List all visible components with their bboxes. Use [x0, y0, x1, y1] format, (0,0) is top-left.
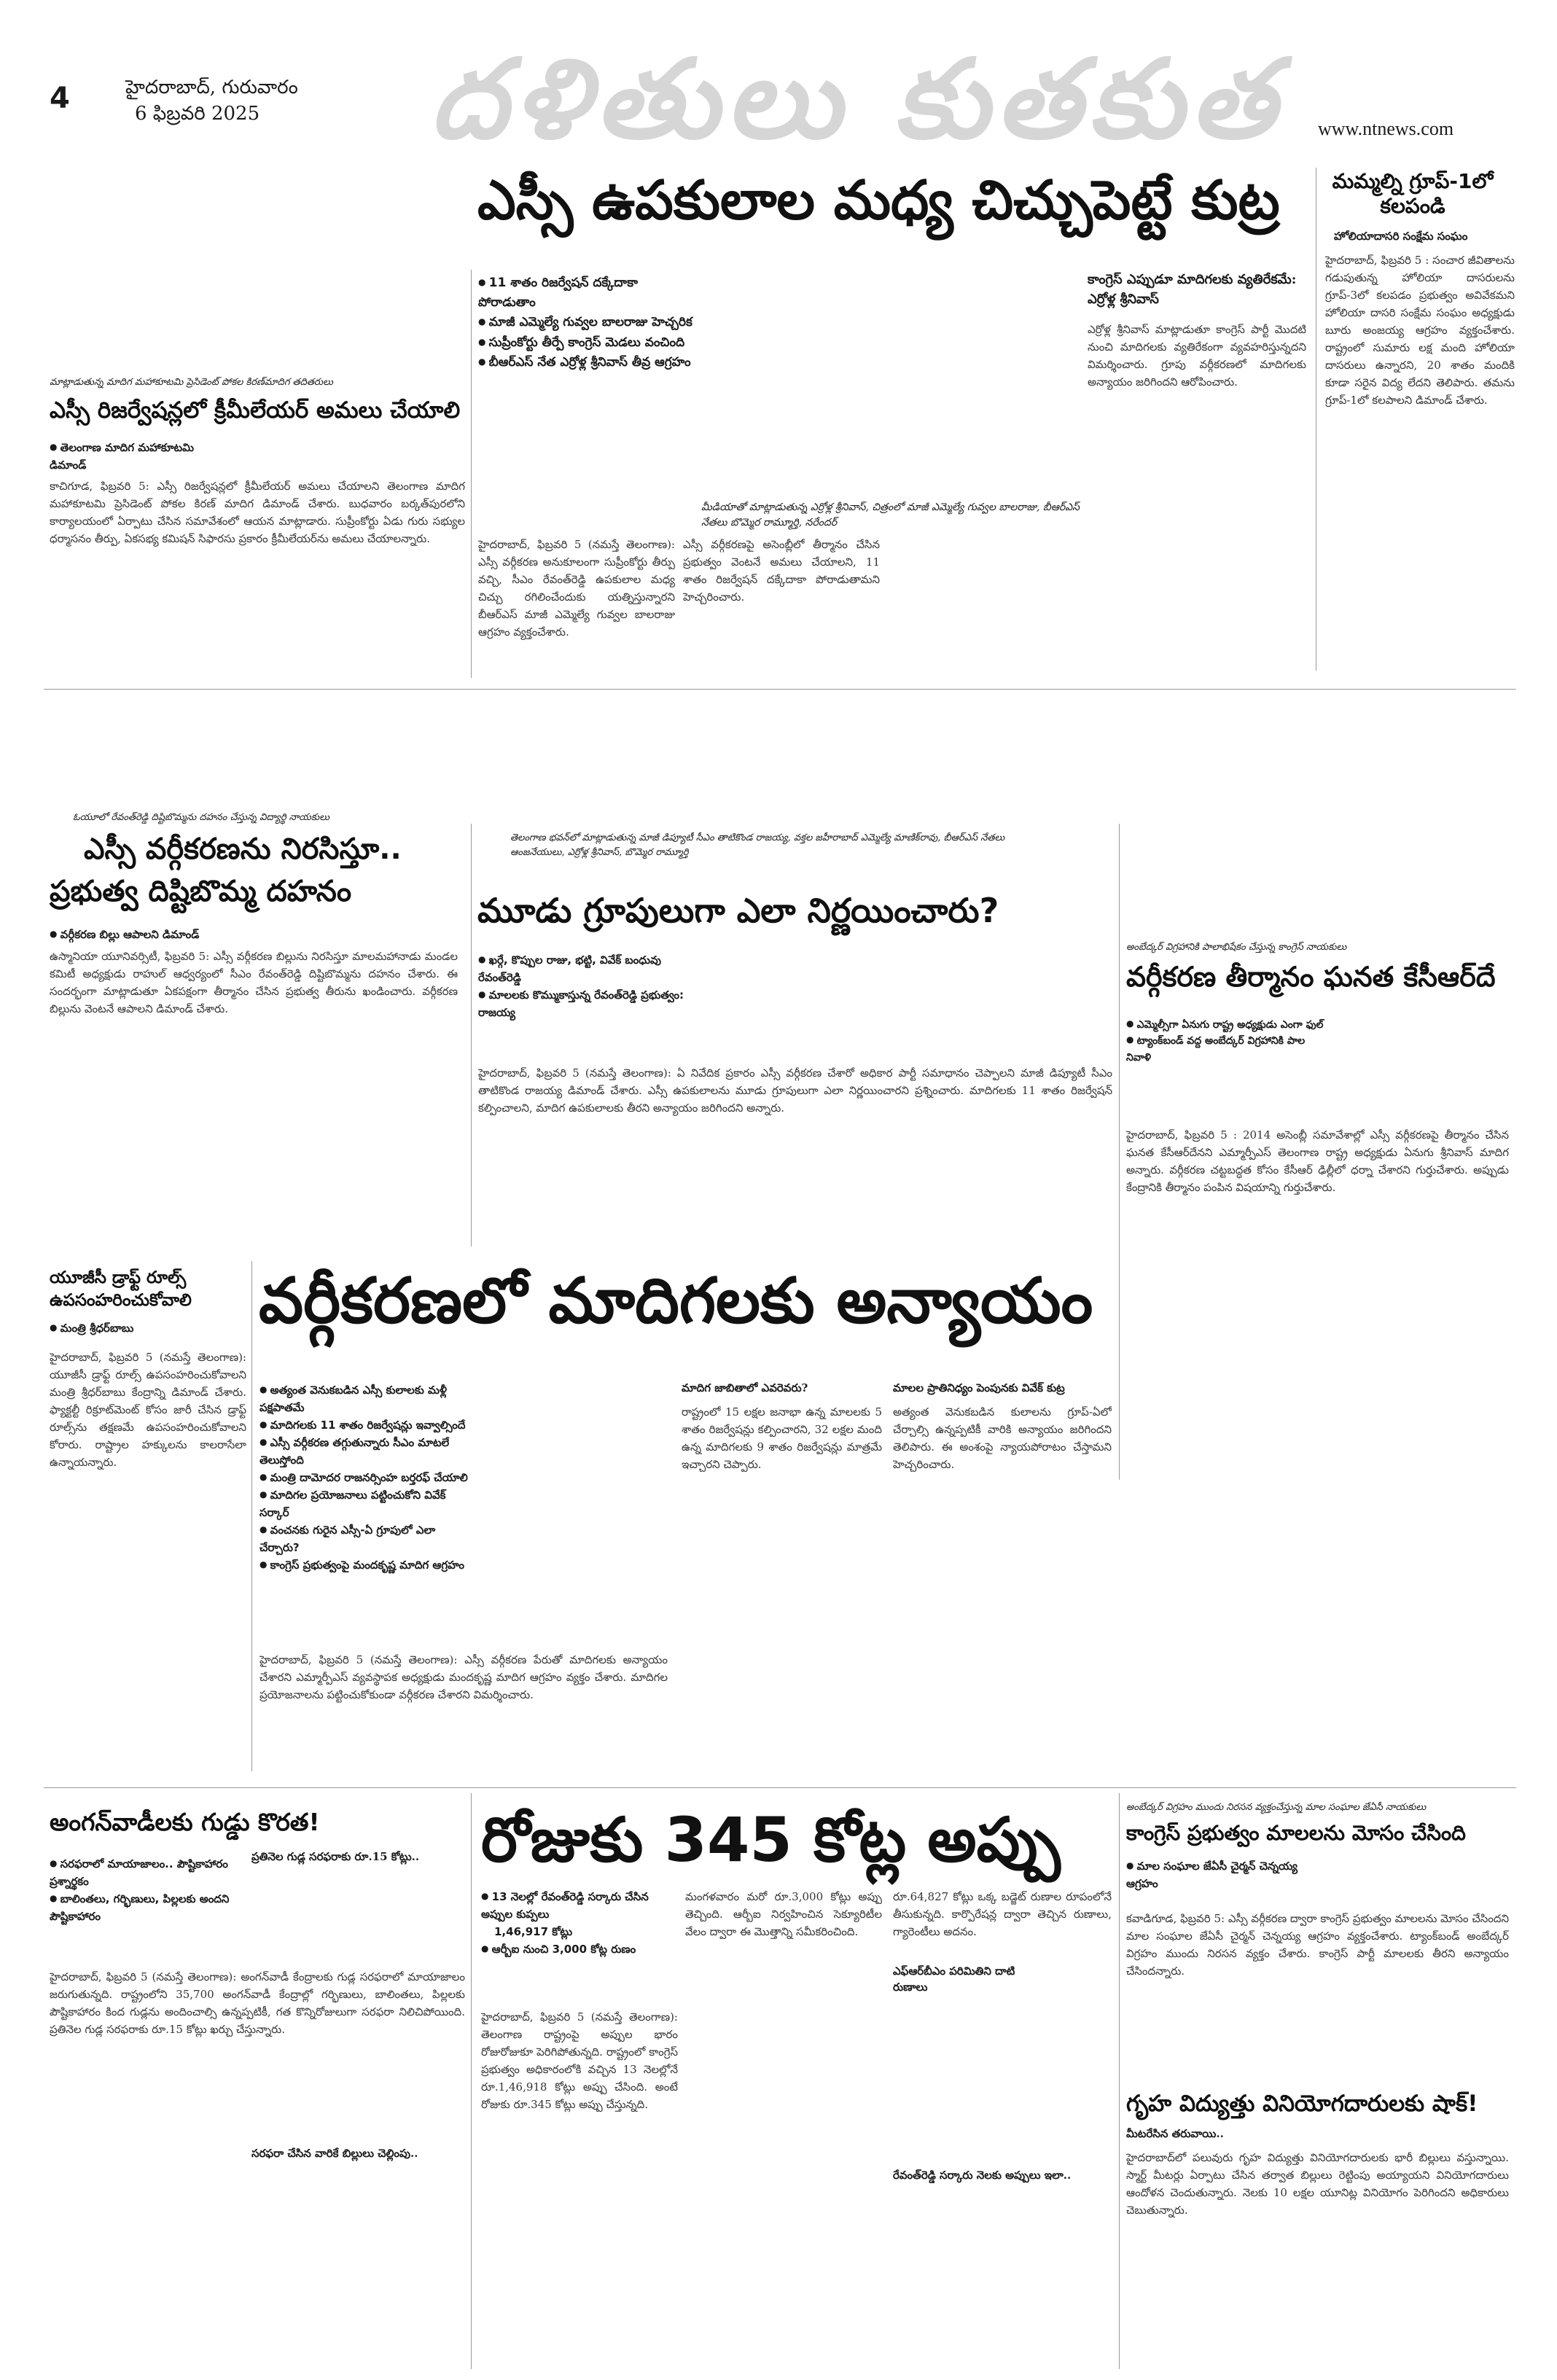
creamy-bullets	[50, 439, 210, 474]
mala-body: కవాడిగూడ, ఫిబ్రవరి 5: ఎస్సీ వర్గీకరణ ద్వారా కాంగ్రెస్ ప్రభుత్వం మాలలను మోసం చేసిందని మాల సంఘాల జేఏసీ చైర్మన్ చెన్నయ్య ఆగ్రహం వ్యక్తంచేశారు. ట్యాంక్‌బండ్ అంబేద్కర్ విగ్రహం ముందు నిరసన వ్యక్తం చేశారు. కాంగ్రెస్ పార్టీ మాలలకు తీరని అన్యాయం చేసిందన్నారు.	[1126, 1912, 1509, 1978]
injustice-subhead-2: మాలల ప్రాతినిధ్యం పెంపునకు వివేక్ కుట్ర	[893, 1381, 1065, 1394]
debt-body-3: రూ.64,827 కోట్లు ఒక్క బడ్జెట్ రుణాల రూపంలోనే తీసుకున్నది. కార్పొరేషన్ల ద్వారా తెచ్చిన రుణాలు, గ్యారెంటీలు అదనం.	[893, 1890, 1112, 1938]
main-bullet: ● బీఆర్ఎస్ నేత ఎర్రోళ్ల శ్రీనివాస్ తీవ్ర ఆగ్రహం	[478, 353, 697, 372]
debt-subhead-1: ఎఫ్ఆర్‌బీఎం పరిమితిని దాటి రుణాలు	[893, 1965, 1015, 1994]
mala-bullet: ● మాల సంఘాల జేఏసీ చైర్మన్ చెన్నయ్య ఆగ్రహం	[1126, 1857, 1308, 1892]
three-groups-bullet: ● మాలలకు కొమ్ముకాస్తున్న రేవంత్‌రెడ్డి ప్రభుత్వం: రాజయ్య	[478, 986, 697, 1021]
creamy-headline: ఎస్సీ రిజర్వేషన్లలో క్రీమీలేయర్ అమలు చేయాలి	[50, 397, 461, 424]
injustice-body-1: హైదరాబాద్, ఫిబ్రవరి 5 (నమస్తే తెలంగాణ): ఎస్సీ వర్గీకరణ పేరుతో మాదిగలకు అన్యాయం చేశారని ఎమ్మార్పీఎస్ వ్యవస్థాపక అధ్యక్షుడు మందకృష్ణ మాదిగ ఆగ్రహం వ్యక్తం చేశారు. మాదిగల ప్రయోజనాలను పట్టించుకోకుండా వర్గీకరణ చేశారని విమర్శించారు.	[260, 1653, 668, 1701]
ugc-body: హైదరాబాద్, ఫిబ్రవరి 5 (నమస్తే తెలంగాణ): యూజీసీ డ్రాఫ్ట్ రూల్స్ ఉపసంహరించుకోవాలని మంత్రి శ్రీధర్‌బాబు కేంద్రాన్ని డిమాండ్ చేశారు. ఫ్యాక్టల్టీ రిక్రూట్‌మెంట్ కోసం జారీ చేసిన డ్రాఫ్ట్ రూల్స్‌ను తక్షణమే ఉపసంహరించుకోవాలని కోరారు. రాష్ట్రాల హక్కులను కాలరాసేలా ఉన్నాయన్నారు.	[50, 1351, 246, 1469]
injustice-bullet: ● మాదిగలకు 11 శాతం రిజర్వేషన్లు ఇవ్వాల్సిందే	[260, 1416, 478, 1434]
injustice-bullet: ● కాంగ్రెస్ ప్రభుత్వంపై మందకృష్ణ మాదిగ ఆగ్రహం	[260, 1556, 478, 1574]
decision-bullet: ● ట్యాంక్‌బండ్ వద్ద అంబేద్కర్ విగ్రహానికి పాల నివాళి	[1126, 1033, 1330, 1066]
rule	[251, 1261, 252, 1771]
website-url: www.ntnews.com	[1318, 118, 1454, 139]
debt-bullet: ● ఆర్బీఐ నుంచి 3,000 కోట్ల రుణం	[481, 1940, 671, 1958]
decision-bullets	[1126, 1017, 1330, 1066]
effigy-headline-1: ఎస్సీ వర్గీకరణను నిరసిస్తూ..	[84, 832, 402, 866]
anganwadi-subhead-1: ప్రతినెల గుడ్ల సరఫరాకు రూ.15 కోట్లు..	[251, 1850, 420, 1863]
injustice-bullets	[260, 1381, 478, 1574]
three-groups-kicker: తెలంగాణ భవన్‌లో మాట్లాడుతున్న మాజీ డిప్యూటీ సీఎం తాటికొండ రాజయ్య, వక్తల జహీరాబాద్ ఎమ్మెల్యే మాణిక్‌రావు, బీఆర్ఎస్ నేతలు ఆంజనేయులు, ఎర్రోళ్ల శ్రీనివాస్, బొమ్మెర రామ్మూర్తి	[510, 832, 1005, 858]
anganwadi-headline: అంగన్‌వాడీలకు గుడ్డు కొరత!	[50, 1808, 320, 1836]
anganwadi-bullet: ● సరఫరాలో మాయాజాలం.. పౌష్టికాహారం ప్రశ్నార్థకం	[50, 1855, 239, 1890]
injustice-body-3: అత్యంత వెనుకబడిన కులాలను గ్రూప్-ఏలో చేర్చాల్సి ఉన్నప్పటికీ వారికి అన్యాయం జరిగిందని తెలిపారు. ఈ అంశంపై న్యాయపోరాటం చేస్తామని హెచ్చరించారు.	[893, 1405, 1112, 1471]
main-body-2: ఎస్సీ వర్గీకరణపై అసెంబ్లీలో తీర్మానం చేసిన ప్రభుత్వం వెంటనే అమలు చేయాలని, 11 శాతం రిజర్వేషన్ దక్కేదాకా పోరాడుతామని హెచ్చరించారు.	[683, 538, 880, 604]
ugc-bullets	[50, 1319, 210, 1337]
rule	[44, 689, 1516, 690]
group1-headline: మమ్మల్ని గ్రూప్-1లో కలపండి	[1332, 169, 1494, 218]
main-photo	[701, 276, 1080, 472]
injustice-bullet: ● మంత్రి దామోదర రాజనర్సింహ బర్తరఫ్ చేయాలి	[260, 1469, 478, 1486]
power-body: హైదరాబాద్‌లో పలువురు గృహ విద్యుత్తు వినియోగదారులకు భారీ బిల్లులు వస్తున్నాయి. స్మార్ట్ మీటర్లు ఏర్పాటు చేసిన తర్వాత బిల్లులు రెట్టింపు అయ్యాయని వినియోగదారులు ఆందోళన చెందుతున్నారు. నెలకు 10 లక్షల యూనిట్ల వినియోగం పెరిగిందని అధికారులు చెబుతున్నారు.	[1126, 2151, 1509, 2217]
main-headline: ఎస్సీ ఉపకులాల మధ్య చిచ్చుపెట్టే కుట్ర	[477, 169, 1280, 232]
effigy-kicker: ఓయూలో రేవంత్‌రెడ్డి దిష్టిబొమ్మను దహనం చేస్తున్న విద్యార్థి నాయకులు	[73, 812, 329, 823]
main-photo-caption: మీడియాతో మాట్లాడుతున్న ఎర్రోళ్ల శ్రీనివాస్, చిత్రంలో మాజీ ఎమ్మెల్యే గువ్వల బాలరాజు, బీఆర్ఎస్ నేతలు బొమ్మెర రామ్మూర్తి, నరేందర్	[701, 502, 1080, 528]
three-groups-body: హైదరాబాద్, ఫిబ్రవరి 5 (నమస్తే తెలంగాణ): ఏ నివేదిక ప్రకారం ఎస్సీ వర్గీకరణ చేశారో అధికార పార్టీ సమాధానం చెప్పాలని మాజీ డిప్యూటీ సీఎం తాటికొండ రాజయ్య డిమాండ్ చేశారు. ఎస్సీ ఉపకులాలను మూడు గ్రూపులుగా ఎలా నిర్ణయించారని ప్రశ్నించారు. మాదిగలకు 11 శాతం రిజర్వేషన్ కల్పించాలని, మాదిగ ఉపకులాలకు తీరని అన్యాయం జరిగిందని అన్నారు.	[478, 1066, 1112, 1115]
creamy-body: కాచిగూడ, ఫిబ్రవరి 5: ఎస్సీ రిజర్వేషన్లలో క్రీమీలేయర్ అమలు చేయాలని తెలంగాణ మాదిగ మహాకూటమి ప్రెసిడెంట్ పోకల కిరణ్ మాదిగ డిమాండ్ చేశారు. బుధవారం బర్కత్‌పురలోని కార్యాలయంలో ఏర్పాటు చేసిన సమావేశంలో ఆయన మాట్లాడారు. సుప్రీంకోర్టు ఏడు గురు సభ్యుల ధర్మాసనం తీర్పు, ఏకసభ్య కమిషన్ సిఫారసు ప్రకారం క్రీమీలేయర్‌ను అమలు చేయాలన్నారు.	[50, 480, 465, 545]
mala-bullets	[1126, 1857, 1308, 1892]
decision-body: హైదరాబాద్, ఫిబ్రవరి 5 : 2014 అసెంబ్లీ సమావేశాల్లో ఎస్సీ వర్గీకరణపై తీర్మానం చేసిన ఘనత కేసీఆర్‌దేనని ఎమ్మార్పీఎస్ తెలంగాణ రాష్ట్ర అధ్యక్షుడు ఏనుగు శ్రీనివాస్ మాదిగ అన్నారు. వర్గీకరణ చట్టబద్ధత కోసం కేసీఆర్ ఢిల్లీలో ధర్నా చేశారని గుర్తుచేశారు. అప్పుడు కేంద్రానికి తీర్మానం పంపిన విషయాన్ని గుర్తుచేశారు.	[1126, 1128, 1509, 1194]
group1-body: హైదరాబాద్, ఫిబ్రవరి 5 : సంచార జీవితాలను గడుపుతున్న హోలియా దాసరులను గ్రూప్-3లో కలపడం ప్రభుత్వం అవివేకమని హోలియా దాసరి సంక్షేమ సంఘం అధ్యక్షుడు బూరు అంజయ్య ఆగ్రహం వ్యక్తంచేశారు. రాష్ట్రంలో సుమారు లక్ష మంది హోలియా దాసరులు ఉన్నారని, 20 శాతం మందికి కూడా సరైన విద్య లేదని తెలిపారు. తమను గ్రూప్-1లో కలపాలని డిమాండ్ చేశారు.	[1325, 254, 1515, 407]
rule	[471, 270, 472, 678]
three-groups-headline: మూడు గ్రూపులుగా ఎలా నిర్ణయించారు?	[477, 891, 999, 930]
rule	[1119, 1793, 1120, 2369]
injustice-bullet: ● అత్యంత వెనుకబడిన ఎస్సీ కులాలకు మళ్లీ పక్షపాతమే	[260, 1381, 478, 1416]
decision-bullet: ● ఎమ్మెల్సీగా ఏనుగు రాష్ట్ర అధ్యక్షుడు ఎంగా ఫుల్	[1126, 1017, 1330, 1033]
debt-bullets	[481, 1888, 671, 1958]
creamy-bullet: ● తెలంగాణ మాదిగ మహాకూటమి డిమాండ్	[50, 439, 210, 474]
rule	[471, 824, 472, 1246]
masthead-date: 6 ఫిబ్రవరి 2025	[135, 103, 260, 125]
page-number: 4	[50, 82, 70, 115]
debt-body-1: హైదరాబాద్, ఫిబ్రవరి 5 (నమస్తే తెలంగాణ): తెలంగాణ రాష్ట్రంపై అప్పుల భారం రోజురోజుకూ పెరిగిపోతున్నది. రాష్ట్రంలో కాంగ్రెస్ ప్రభుత్వం అధికారంలోకి వచ్చిన 13 నెలల్లోనే రూ.1,46,918 కోట్లు అప్పు చేసింది. అంటే రోజుకు రూ.345 కోట్లు అప్పు చేస్తున్నది.	[481, 2010, 678, 2111]
main-body-3: ఎర్రోళ్ల శ్రీనివాస్ మాట్లాడుతూ కాంగ్రెస్ పార్టీ మొదటి నుంచి మాదిగలకు వ్యతిరేకంగా వ్యవహరిస్తున్నదని విమర్శించారు. గ్రూపు వర్గీకరణలో మాదిగలకు అన్యాయం జరిగిందని ఆరోపించారు.	[1088, 323, 1306, 389]
decision-kicker: అంబేద్కర్ విగ్రహానికి పాలాభిషేకం చేస్తున్న కాంగ్రెస్ నాయకులు	[1126, 942, 1347, 953]
injustice-bullet: ● మాదిగల ప్రయోజనాలు పట్టించుకోని వివేక్ సర్కార్	[260, 1486, 478, 1521]
ugc-bullet: ● మంత్రి శ్రీధర్‌బాబు	[50, 1319, 210, 1337]
effigy-bullet: ● వర్గీకరణ బిల్లు ఆపాలని డిమాండ్	[50, 926, 246, 943]
section-title: దళితులు కుతకుత	[430, 35, 1284, 163]
injustice-subhead-1: మాదిగ జాబితాలో ఎవరెవరు?	[682, 1381, 808, 1394]
anganwadi-bullets	[50, 1855, 239, 1925]
power-kicker: మీటరేసిన తరువాయి..	[1126, 2127, 1224, 2140]
masthead-city-day: హైదరాబాద్, గురువారం	[125, 77, 298, 98]
debt-headline: రోజుకు 345 కోట్ల అప్పు	[481, 1804, 1061, 1876]
anganwadi-subhead-2: సరఫరా చేసిన వారికే బిల్లులు చెల్లింపు..	[251, 2147, 418, 2160]
injustice-bullet: ● ఎస్సీ వర్గీకరణ తగ్గుతున్నారు సీఎం మాటలే తెలుస్తోంది	[260, 1434, 478, 1469]
main-bullet: ● మాజీ ఎమ్మెల్యే గువ్వల బాలరాజు హెచ్చరిక	[478, 313, 697, 332]
main-bullet: ● 11 శాతం రిజర్వేషన్ దక్కేదాకా పోరాడుతాం	[478, 273, 697, 313]
effigy-body: ఉస్మానియా యూనివర్సిటీ, ఫిబ్రవరి 5: ఎస్సీ వర్గీకరణ బిల్లును నిరసిస్తూ మాలమహానాడు మండల కమిటీ అధ్యక్షుడు రాహుల్ ఆధ్వర్యంలో సీఎం రేవంత్‌రెడ్డి దిష్టిబొమ్మను దహనం చేశారు. ఈ సందర్భంగా మాట్లాడుతూ ఏకపక్షంగా తీర్మానం చేసిన ప్రభుత్వ తీరును ఖండించారు. వర్గీకరణ బిల్లును వెంటనే ఆపాలని డిమాండ్ చేశారు.	[50, 950, 458, 1015]
main-body-1: హైదరాబాద్, ఫిబ్రవరి 5 (నమస్తే తెలంగాణ): ఎస్సీ వర్గీకరణ అనుకూలంగా సుప్రీంకోర్టు తీర్పు వచ్చి, సీఎం రేవంత్‌రెడ్డి ఉపకులాల మధ్య చిచ్చు రగిలించేందుకు యత్నిస్తున్నారని బీఆర్ఎస్ మాజీ ఎమ్మెల్యే గువ్వల బాలరాజు ఆగ్రహం వ్యక్తంచేశారు.	[478, 538, 675, 639]
group1-kicker: హోలియాదాసరి సంక్షేమ సంఘం	[1334, 230, 1468, 243]
three-groups-bullet: ● ఖర్గే, కొప్పుల రాజు, భట్టి, వివేక్ బంధువు రేవంత్‌రెడ్డి	[478, 951, 697, 986]
injustice-headline: వర్గీకరణలో మాదిగలకు అన్యాయం	[259, 1265, 1093, 1338]
effigy-bullets	[50, 926, 246, 943]
debt-bullet: ● 13 నెలల్లో రేవంత్‌రెడ్డి సర్కారు చేసిన అప్పుల కుప్పలు	[481, 1888, 671, 1923]
rule	[471, 1793, 472, 2369]
debt-body-2: మంగళవారం మరో రూ.3,000 కోట్లు అప్పు తెచ్చింది. ఆర్బీఐ నిర్వహించిన సెక్యూరిటీల వేలం ద్వారా ఈ మొత్తాన్ని సమీకరించింది.	[685, 1890, 882, 1938]
main-subkicker: కాంగ్రెస్ ఎప్పుడూ మాదిగలకు వ్యతిరేకమే: ఎర్రోళ్ల శ్రీనివాస్	[1088, 272, 1297, 307]
rule	[1119, 824, 1120, 1480]
rule	[44, 1787, 1516, 1788]
mala-headline: కాంగ్రెస్ ప్రభుత్వం మాలలను మోసం చేసింది	[1126, 1821, 1466, 1845]
mala-kicker: అంబేద్కర్ విగ్రహం ముందు నిరసన వ్యక్తంచేస్తున్న మాల సంఘాల జేఏసీ నాయకులు	[1126, 1802, 1427, 1813]
creamy-kicker: మాట్లాడుతున్న మాదిగ మహాకూటమి ప్రెసిడెంట్ పోకల కిరణ్‌మాదిగ తదితరులు	[50, 377, 333, 388]
ugc-headline: యూజీసీ డ్రాఫ్ట్ రూల్స్ ఉపసంహరించుకోవాలి	[50, 1268, 192, 1311]
main-photo-image	[701, 276, 1080, 472]
injustice-body-2: రాష్ట్రంలో 15 లక్షల జనాభా ఉన్న మాలలకు 5 శాతం రిజర్వేషన్లు కల్పించారని, 32 లక్షల మంది ఉన్న మాదిగలకు 9 శాతం రిజర్వేషన్లు మాత్రమే ఇచ్చారని చెప్పారు.	[682, 1405, 882, 1471]
main-bullet: ● సుప్రీంకోర్టు తీర్పే కాంగ్రెస్ మెడలు వంచింది	[478, 333, 697, 353]
anganwadi-body: హైదరాబాద్, ఫిబ్రవరి 5 (నమస్తే తెలంగాణ): అంగన్‌వాడీ కేంద్రాలకు గుడ్ల సరఫరాలో మాయాజాలం జరుగుతున్నది. రాష్ట్రంలోని 35,700 అంగన్‌వాడీ కేంద్రాల్లో గర్భిణులు, బాలింతలు, పిల్లలకు పౌష్టికాహారం కింద గుడ్లను అందించాల్సి ఉన్నప్పటికీ, గత కొన్నిరోజులుగా సరఫరా నిలిచిపోయింది. ప్రతినెల గుడ్ల సరఫరాకు రూ.15 కోట్లు ఖర్చు చేస్తున్నారు.	[50, 1970, 465, 2036]
injustice-bullet: ● వంచనకు గురైన ఎస్సీ-ఏ గ్రూపులో ఎలా చేర్చారు?	[260, 1521, 478, 1556]
main-bullets	[478, 273, 697, 372]
debt-bullet: 1,46,917 కోట్లు	[494, 1925, 573, 1938]
effigy-headline-2: ప్రభుత్వ దిష్టిబొమ్మ దహనం	[50, 875, 352, 908]
anganwadi-bullet: ● బాలింతలు, గర్భిణులు, పిల్లలకు అందని పౌష్టికాహారం	[50, 1890, 239, 1925]
debt-subhead-2: రేవంత్‌రెడ్డి సర్కారు నెలకు అప్పులు ఇలా..	[893, 2169, 1072, 2182]
decision-headline: వర్గీకరణ తీర్మానం ఘనత కేసీఆర్‌దే	[1126, 961, 1496, 993]
power-headline: గృహ విద్యుత్తు వినియోగదారులకు షాక్!	[1126, 2091, 1478, 2117]
three-groups-bullets	[478, 951, 697, 1021]
